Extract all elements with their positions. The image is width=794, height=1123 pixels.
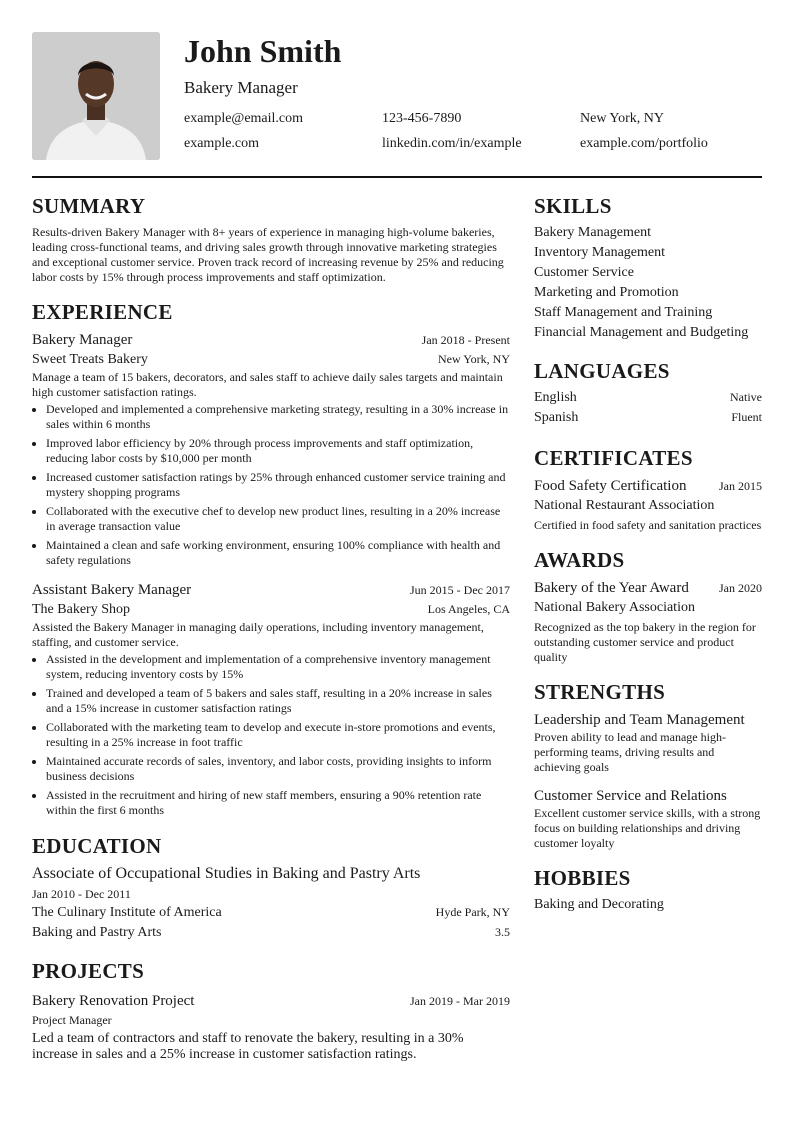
certificates-section (534, 444, 762, 533)
strength-title: Leadership and Team Management (534, 712, 745, 728)
job-entry-description: Assisted the Bakery Manager in managing daily operations, including inventory management, staffing, and customer service. (32, 620, 484, 649)
experience-section (32, 298, 510, 818)
contact-location: New York, NY (580, 111, 665, 126)
skill-item: Marketing and Promotion (534, 285, 679, 300)
bullet-item: • Maintained a clean and safe working environment, ensuring 100% compliance with health and safety regulations (46, 538, 510, 568)
bullet-item: • Trained and developed a team of 5 bakers and sales staff, resulting in a 20% increase in sales and a 15% increase in customer satisfaction ratings (46, 686, 510, 716)
job-entry-dates: Jun 2015 - Dec 2017 (410, 583, 510, 597)
education-gpa: 3.5 (495, 925, 510, 939)
award-name: Bakery of the Year Award (534, 580, 689, 596)
strength-description: Proven ability to lead and manage high-performing teams, driving results and achieving goals (534, 730, 726, 774)
skill-item: Bakery Management (534, 225, 652, 240)
skill-item: Financial Management and Budgeting (534, 325, 749, 340)
award-description: Recognized as the top bakery in the region for outstanding customer service and product quality (534, 620, 756, 664)
job-entry (32, 330, 510, 568)
candidate-name: John Smith (184, 33, 342, 69)
header-divider (32, 176, 762, 178)
job-entry-title: Bakery Manager (32, 332, 133, 348)
project-role: Project Manager (32, 1013, 112, 1027)
strengths-section (534, 678, 762, 851)
section-heading: CERTIFICATES (534, 446, 693, 470)
section-heading: STRENGTHS (534, 680, 666, 704)
languages-section (534, 357, 762, 428)
language-level: Fluent (731, 410, 762, 424)
left-column (32, 192, 510, 1063)
skill-item: Staff Management and Training (534, 305, 713, 320)
contact-email[interactable]: example@email.com (184, 111, 304, 126)
bullet-item: • Collaborated with the executive chef to develop new product lines, resulting in a 20% increase in average transaction value (46, 504, 510, 534)
section-heading: LANGUAGES (534, 359, 670, 383)
job-title: Bakery Manager (184, 78, 298, 97)
strength-description: Excellent customer service skills, with a strong focus on building relationships and driving customer loyalty (534, 806, 761, 850)
section-heading: EDUCATION (32, 834, 162, 858)
section-heading: SKILLS (534, 194, 612, 218)
certificate-issuer: National Restaurant Association (534, 498, 715, 513)
certificate-date: Jan 2015 (719, 479, 762, 493)
bullet-item: • Improved labor efficiency by 20% through process improvements and staff optimization, reducing labor costs by $10,000 per month (46, 436, 510, 466)
award-issuer: National Bakery Association (534, 600, 695, 615)
bullet-item: • Collaborated with the marketing team to develop and execute in-store promotions and events, resulting in a 25% increase in foot traffic (46, 720, 510, 750)
education-dates: Jan 2010 - Dec 2011 (32, 887, 131, 901)
bullet-item: • Increased customer satisfaction ratings by 25% through enhanced customer service training and mystery shopping programs (46, 470, 510, 500)
job-entry-description: Manage a team of 15 bakers, decorators, and sales staff to achieve daily sales targets and maintain high customer satisfaction ratings. (32, 370, 503, 399)
project-description: Led a team of contractors and staff to renovate the bakery, resulting in a 30% increase in sales and a 25% increase in customer satisfaction ratings. (32, 1031, 464, 1062)
language-level: Native (730, 390, 762, 404)
contact-linkedin[interactable]: linkedin.com/in/example (382, 136, 522, 151)
hobby-item: Baking and Decorating (534, 897, 664, 912)
profile-photo (32, 32, 160, 160)
education-section (32, 832, 510, 943)
contact-phone[interactable]: 123-456-7890 (382, 111, 462, 126)
certificate-name: Food Safety Certification (534, 478, 687, 494)
summary-text: Results-driven Bakery Manager with 8+ years of experience in managing high-volume bakeries, leading cross-functional teams, and driving sales growth through innovative marketing strategies and exceptional customer service. Proven track record of increasing revenue by 25% and reducing labor costs by 15% through process improvements and staff optimization. (32, 225, 504, 284)
job-bullets (32, 402, 510, 568)
education-degree: Associate of Occupational Studies in Baking and Pastry Arts (32, 865, 421, 882)
project-name: Bakery Renovation Project (32, 993, 195, 1009)
section-heading: PROJECTS (32, 959, 145, 983)
job-entry-company: The Bakery Shop (32, 602, 130, 617)
contact-website[interactable]: example.com (184, 136, 260, 151)
projects-section (32, 957, 510, 1063)
award-date: Jan 2020 (719, 581, 762, 595)
job-bullets (32, 652, 510, 818)
skill-item: Customer Service (534, 265, 634, 280)
section-heading: SUMMARY (32, 194, 146, 218)
section-heading: EXPERIENCE (32, 300, 173, 324)
job-entry-location: New York, NY (437, 352, 510, 366)
contact-portfolio[interactable]: example.com/portfolio (580, 136, 708, 151)
strength-title: Customer Service and Relations (534, 788, 727, 804)
bullet-item: • Assisted in the development and implementation of a comprehensive inventory management system, reducing inventory costs by 15% (46, 652, 510, 682)
job-entry (32, 580, 510, 818)
job-entry-location: Los Angeles, CA (427, 602, 510, 616)
education-school: The Culinary Institute of America (32, 905, 222, 920)
certificate-description: Certified in food safety and sanitation practices (534, 518, 762, 532)
bullet-item: • Developed and implemented a comprehensive marketing strategy, resulting in a 30% increase in sales within 6 months (46, 402, 510, 432)
section-heading: HOBBIES (534, 866, 631, 890)
right-column (534, 192, 762, 915)
education-field: Baking and Pastry Arts (32, 925, 162, 940)
hobbies-section (534, 864, 762, 915)
job-entry-title: Assistant Bakery Manager (32, 582, 192, 598)
bullet-item: • Assisted in the recruitment and hiring of new staff members, ensuring a 90% retention rate within the first 6 months (46, 788, 510, 818)
awards-section (534, 546, 762, 665)
project-dates: Jan 2019 - Mar 2019 (410, 994, 510, 1008)
summary-section (32, 192, 510, 285)
language-name: English (534, 390, 577, 405)
section-heading: AWARDS (534, 548, 625, 572)
language-name: Spanish (534, 410, 579, 425)
skill-item: Inventory Management (534, 245, 666, 260)
skills-section (534, 192, 762, 343)
bullet-item: • Maintained accurate records of sales, inventory, and labor costs, providing insights to inform business decisions (46, 754, 510, 784)
job-entry-company: Sweet Treats Bakery (32, 352, 148, 367)
job-entry-dates: Jan 2018 - Present (421, 333, 510, 347)
education-location: Hyde Park, NY (435, 905, 510, 919)
resume-header (32, 32, 762, 160)
